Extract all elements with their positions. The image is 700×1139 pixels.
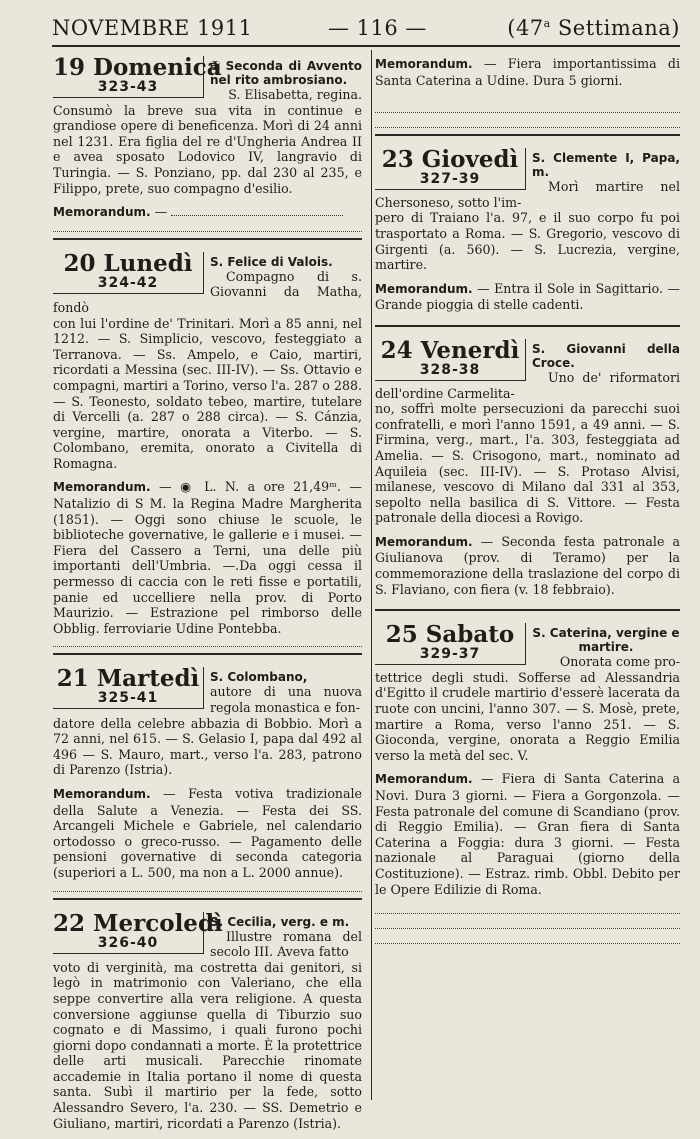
memorandum: Memorandum. — Festa votiva tradizionale della Salute a Venezia. — Festa dei SS. Arcangeli Michele e Gabriele, nel calendario ortodosso o greco-russo. — Pagamento delle pensioni governative di seconda categoria (superiori a L. 500, ma non a L. 2000 annue). [53,785,362,880]
saint-name: S. Cecilia, verg. e m. [210,914,350,929]
day-numbers: 329-37 [419,646,481,663]
column-separator [371,50,372,1100]
day-title: 21 Martedì [56,667,200,693]
week-label: (47$^a$ Settimana) [507,16,680,40]
day-box [53,56,222,98]
day-numbers: 326-40 [97,934,159,951]
day-box [375,339,526,381]
memorandum: Memorandum. — [53,204,362,221]
saint-intro: Onorata come pro- [559,654,680,670]
header-rule [52,45,680,47]
day-text: tettrice degli studi. Sofferse ad Alessandria d'Egitto il crudele martirio d'esserè lacerata da ruote con uncini, l'anno 307. — S. Mosè, prete, martire a Roma, verso l'anno 251. — S. Gioconda, vergine, onorata a Reggio Emilia verso la metà del sec. V. [375,669,680,763]
day-title: 22 Mercoledì [53,911,223,937]
day-box [53,667,204,709]
day-entry [375,623,680,897]
page-number: — 116 — [328,16,427,40]
day-numbers: 324-42 [97,274,159,291]
memorandum: Memorandum. — ◉ L. N. a ore 21,49ᵐ. — Natalizio di S M. la Regina Madre Margherita (1851). — Oggi sono chiuse le scuole, le biblioteche governative, le gallerie e i musei. — Fiera del Cassero a Terni, una delle più importanti dell'Umbria. —.Da oggi cessa il permesso di caccia con le reti fisse e portatili, panie ed uccelliere nella prov. di Porto Maurizio. — Estrazione pel rimborso delle Obblig. ferroviarie Udine Pontebba. [53,479,362,636]
day-entry [375,339,680,597]
month-year: NOVEMBRE 1911 [52,16,253,40]
saint-name: S. Colombano, [210,670,308,685]
memorandum: Memorandum. — Fiera importantissima di Santa Caterina a Udine. Dura 5 giorni. [375,56,680,88]
day-divider [53,238,362,240]
day-numbers: 328-38 [419,361,481,378]
saint-name: S. Clemente I, Papa, m. [532,151,680,180]
day-text: voto di verginità, ma costretta dai genitori, si legò in matrimonio con Valeriano, che ella seppe convertire alla vera religione. A questa conversione aggiunse quella di Tiburzio suo cognato e di Massimo, i quali furono pochi giorni dopo condannati a morte. È la protettrice delle arti musicali. Parecchie rinomate accademie in Italia portano il nome di questa santa. Subì il martirio per la fede, sotto Alessandro Severo, l'a. 230. — SS. Demetrio e Giuliano, martiri, ricordati a Parenzo (Istria). [53,959,362,1131]
day-numbers: 323-43 [97,79,159,95]
day-numbers: 327-39 [419,171,481,188]
saint-name: S. Giovanni della Croce. [532,341,680,370]
day-divider [375,325,680,327]
day-box [53,252,204,294]
day-title: 25 Sabato [385,623,515,649]
day-entry [53,56,362,221]
day-text: datore della celebre abbazia di Bobbio. Morì a 72 anni, nel 615. — S. Gelasio I, papa dal 492 al 496 — S. Mauro, mart., verso l'a. 283, patrono di Parenzo (Istria). [53,715,362,778]
day-numbers: 325-41 [97,690,159,707]
day-title: 19 Domenica [53,56,222,81]
day-title: 23 Giovedì [381,148,519,174]
saint-name: ✠ Seconda di Avvento nel rito ambrosiano. [210,59,362,87]
saint-intro: autore di una nuova regola monastica e fon- [210,684,362,715]
saint-name: S. Caterina, vergine e martire. [532,626,680,655]
day-divider [375,134,680,136]
day-entry [53,912,362,1132]
day-text: con lui l'ordine de' Trinitari. Morì a 85 anni, nel 1212. — S. Simplicio, vescovo, festeggiato a Terranova. — Ss. Ampelo, e Caio, martiri, ricordati a Messina (sec. III-IV). — Ss. Ottavio e compagni, martiri a Torino, verso l'a. 287 o 288. — S. Teonesto, soldato tebeo, martire, tutelare di Vercelli (a. 287 o 288 circa). — S. Cánzia, vergine, martire, onorata a Viterbo. — S. Colombano, eremita, onorato a Civitella di Romagna. [53,315,362,471]
memorandum: Memorandum. — Fiera di Santa Caterina a Novi. Dura 3 giorni. — Fiera a Gorgonzola. — Festa patronale del comune di Scandiano (prov. di Reggio Emilia). — Gran fiera di Santa Caterina a Foggia: dura 3 giorni. — Festa nazionale al Paraguai (giorno della Costituzione). — Estraz. rimb. Obbl. Debito per le Opere Edilizie di Roma. [375,771,680,897]
day-text: Consumò la breve sua vita in continue e grandiose opere di beneficenza. Morì di 24 anni nel 1231. Era figlia del re d'Ungheria Andrea II e avea sposato Lodovico IV, langravio di Turingia. — S. Ponziano, pp. dal 230 al 235, e Filippo, prete, suo compagno d'esilio. [53,102,362,196]
left-column [53,56,362,1139]
day-box [53,911,223,954]
day-text: no, soffrì molte persecuzioni da parecchi suoi confratelli, e morì l'anno 1591, a 49 anni. — S. Firmina, verg., mart., l'a. 303, festeggiata ad Amelia. — S. Crisogono, mart., nominato ad Aquileia (sec. III-IV). — S. Protaso Alvisi, milanese, vescovo di Milano dal 331 al 353, sepolto nella basilica di S. Vittore. — Festa patronale della diocesi a Rovigo. [375,401,680,526]
page-header [52,14,680,42]
day-divider [53,653,362,655]
saint-intro: S. Elisabetta, regina. [228,87,362,102]
saint-intro: Compagno di s. Giovanni da Matha, fondò [53,268,362,315]
day-entry [53,667,362,880]
day-box [375,148,526,190]
day-title: 20 Lunedì [63,251,193,277]
right-column [375,56,680,950]
day-divider [53,898,362,900]
memorandum: Memorandum. — Entra il Sole in Sagittario. — Grande pioggia di stelle cadenti. [375,280,680,313]
day-box [375,623,526,665]
day-divider [375,609,680,611]
day-text: pero di Traiano l'a. 97, e il suo corpo fu poi trasportato a Roma. — S. Gregorio, vescovo di Girgenti (a. 560). — S. Lucrezia, vergine, martire. [375,210,680,273]
day-entry [53,252,362,637]
day-title: 24 Venerdì [380,338,520,364]
day-entry [375,148,680,313]
saint-name: S. Felice di Valois. [210,254,333,269]
saint-intro: Morì martire nel Chersoneso, sotto l'im- [375,179,680,210]
memorandum: Memorandum. — Seconda festa patronale a Giulianova (prov. di Teramo) per la commemorazione della traslazione del corpo di S. Flaviano, con fiera (v. 18 febbraio). [375,533,680,597]
saint-intro: Illustre romana del secolo III. Aveva fatto [210,928,362,960]
saint-intro: Uno de' riformatori dell'ordine Carmelita- [375,369,680,401]
